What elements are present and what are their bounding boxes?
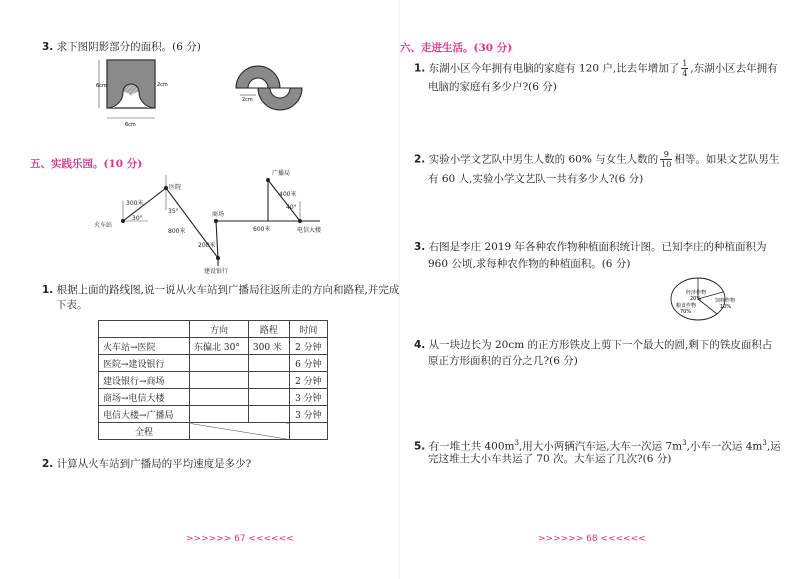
direction-cell[interactable]: 东偏北 30° [190,338,249,355]
pie-label-economic: 经济作物 [686,290,707,296]
question-number: 3. [42,41,54,53]
fig1-radius-label: 2cm [157,82,168,88]
q4-right [414,338,772,353]
fraction-denominator: 10 [661,160,672,169]
question-text: 从一块边长为 20cm 的正方形铁皮上剪下一个最大的圆,剩下的铁皮面积占 [428,339,773,351]
map-bank: 建设银行 [204,268,229,275]
fig2-radius-label: 2cm [242,97,253,103]
route-cell: 火车站→医院 [99,338,190,355]
q2-left [42,457,251,472]
semicircle-figure [230,58,320,118]
pie-label-feed: 饲料作物 [715,298,736,304]
route-cell: 商场→电信大楼 [99,389,190,406]
direction-cell[interactable] [190,372,249,389]
question-number: 3. [414,241,426,253]
q5-right-line2: 完这堆土大小车共运了 70 次。大车运了几次?(6 分) [428,453,672,465]
map-d4: 600米 [253,226,271,233]
question-number: 2. [414,153,426,166]
fraction-numerator: 9 [660,150,672,160]
route-cell: 医院→建设银行 [99,355,190,372]
crop-pie-chart [662,274,748,324]
direction-cell[interactable] [190,389,249,406]
question-text: 计算从火车站到广播局的平均速度是多少? [56,458,252,470]
time-cell[interactable] [289,423,327,440]
distance-cell[interactable] [248,372,289,389]
time-cell: 3 分钟 [289,389,327,406]
map-mall: 商场 [212,211,225,218]
fig1-width-label: 6cm [125,122,136,128]
page-divider [399,0,400,579]
question-text: ,用大小两辆汽车运,大车一次运 7m [518,440,683,453]
distance-cell[interactable]: 300 米 [248,338,289,355]
pie-value-feed: 10% [720,304,732,310]
question-text: 相等。如果文艺队男生 [674,153,780,166]
map-a3: 40° [286,204,297,211]
time-cell: 6 分钟 [289,355,327,372]
superscript: 3 [682,439,687,447]
question-text: 右图是李庄 2019 年各种农作物种植面积统计图。已知李庄的种植面积为 [428,241,767,253]
route-cell: 建设银行→商场 [99,372,190,389]
map-hospital: 医院 [169,184,182,191]
question-text: ,东湖小区去年拥有 [690,62,778,75]
section6-title: 六、走进生活。(30 分) [400,42,513,54]
question-number: 5. [414,440,426,453]
table-header-row [99,321,328,338]
map-telecom: 电信大楼 [297,227,322,234]
direction-cell[interactable] [190,355,249,372]
q2-right [414,150,779,169]
question-number: 1. [42,284,54,296]
time-cell: 3 分钟 [289,406,327,423]
question-text: 东湖小区今年拥有电脑的家庭有 120 户,比去年增加了 [428,62,680,75]
map-d2: 800米 [168,228,186,235]
question-number: 4. [414,339,426,351]
page-number-left: >>>>>> 67 <<<<<< [186,534,294,544]
shaded-square-figure [95,56,170,131]
question-text: ,小车一次运 4m [686,440,763,453]
table-header: 路程 [248,321,289,338]
map-broadcast: 广播局 [272,170,291,177]
q4-right-line2: 原正方形面积的百分之几?(6 分) [428,355,578,367]
time-cell: 2 分钟 [289,372,327,389]
q3-right [414,240,767,255]
map-a1: 30° [132,215,143,222]
fraction [660,150,672,169]
map-d3: 200米 [198,242,216,249]
time-cell: 2 分钟 [289,338,327,355]
superscript: 3 [762,439,767,447]
route-map [88,165,378,280]
question-line1: 根据上面的路线图,说一说从火车站到广播局往返所走的方向和路程,并完成 [56,284,400,296]
table-row [99,338,328,355]
table-row [99,372,328,389]
q3-right-line2: 960 公顷,求每种农作物的种植面积。(6 分) [428,258,631,270]
distance-cell[interactable] [248,355,289,372]
map-d1: 300米 [126,200,144,207]
fraction-numerator: 1 [682,59,688,68]
route-cell: 全程 [99,423,190,440]
route-table [98,320,328,440]
q1-left [42,283,399,298]
fraction-denominator: 4 [682,69,688,78]
question-text: 有一堆土共 400m [428,440,515,453]
q2-right-line2: 有 60 人,实验小学文艺队一共有多少人?(6 分) [428,173,644,185]
table-row [99,355,328,372]
page-number-right: >>>>>> 68 <<<<<< [538,534,646,544]
q1-right-line2: 电脑的家庭有多少户?(6 分) [428,81,557,93]
direction-cell[interactable] [190,406,249,423]
table-row [99,423,328,440]
question-number: 2. [42,458,54,470]
distance-cell[interactable] [248,406,289,423]
q1-right [414,59,778,78]
fraction [681,59,688,78]
fig1-height-label: 6cm [96,83,107,89]
section5-title: 五、实践乐园。(10 分) [30,158,143,170]
map-d5: 400米 [279,191,297,198]
question-text: 实验小学文艺队中男生人数的 60% 与女生人数的 [428,153,659,166]
total-diagonal-cell [190,423,290,440]
question-number: 1. [414,62,426,75]
table-header: 时间 [289,321,327,338]
question-text: 求下图阴影部分的面积。(6 分) [56,41,201,53]
distance-cell[interactable] [248,389,289,406]
table-header: 方向 [190,321,249,338]
table-row [99,389,328,406]
route-cell: 电信大楼→广播局 [99,406,190,423]
q3-left [42,40,201,55]
map-station: 火车站 [94,222,113,229]
map-a2: 35° [168,208,179,215]
q1-left-line2: 下表。 [56,299,88,311]
question-text: ,运 [766,440,781,453]
pie-value-grain: 70% [680,309,692,315]
pie-value-economic: 20% [690,296,702,302]
table-row [99,406,328,423]
superscript: 3 [514,439,519,447]
pie-label-grain: 粮食作物 [676,303,697,309]
